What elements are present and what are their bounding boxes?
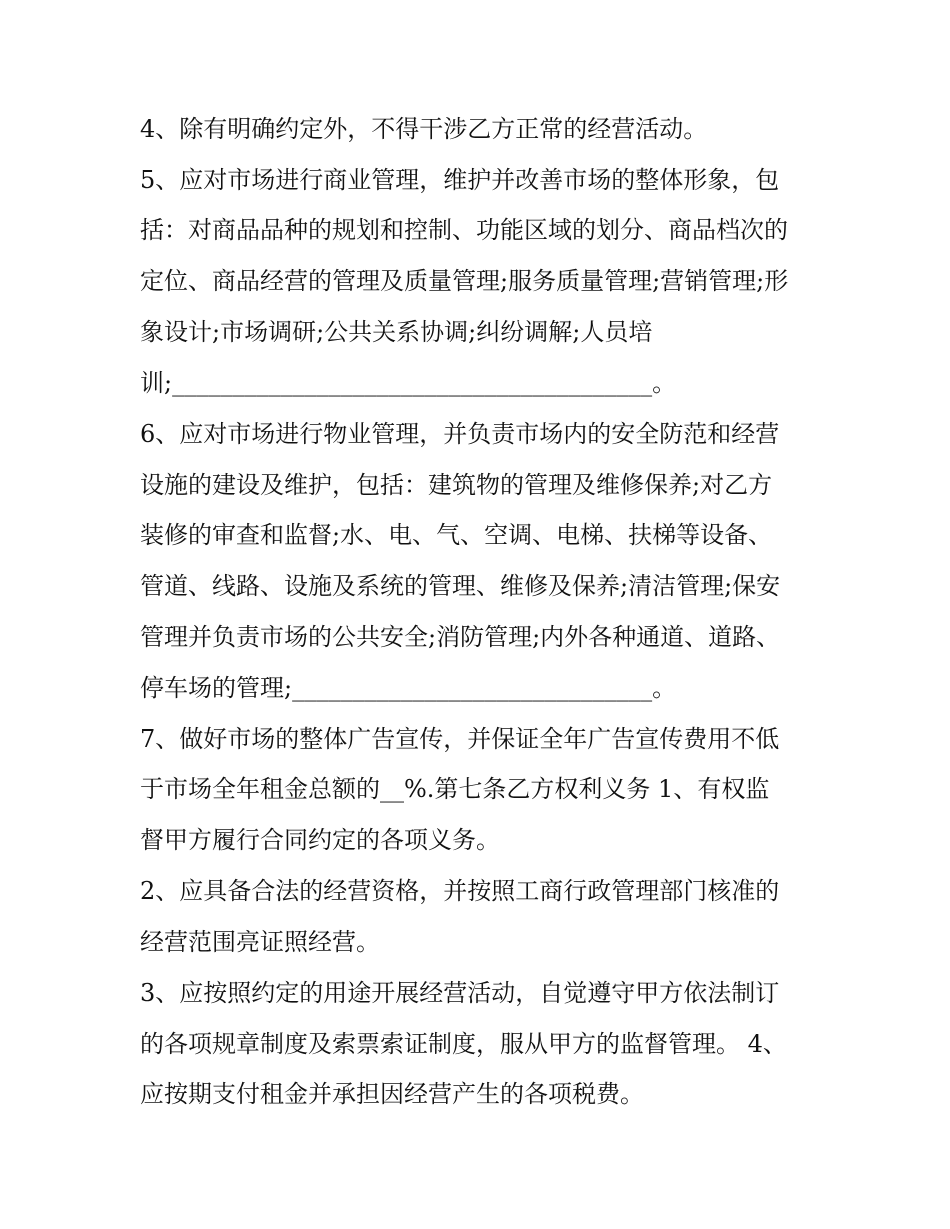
text-line: 训;________________________________________。: [140, 369, 677, 397]
text-line: 管道、线路、设施及系统的管理、维修及保养;清洁管理;保安: [140, 572, 781, 600]
text-line: 督甲方履行合同约定的各项义务。: [140, 826, 500, 854]
text-line: 的各项规章制度及索票索证制度，服从甲方的监督管理。 4、: [140, 1030, 787, 1058]
text-line: 6、应对市场进行物业管理，并负责市场内的安全防范和经营: [140, 420, 780, 448]
text-line: 经营范围亮证照经营。: [140, 928, 380, 956]
text-line: 5、应对市场进行商业管理，维护并改善市场的整体形象，包: [140, 166, 780, 194]
text-line: 象设计;市场调研;公共关系协调;纠纷调解;人员培: [140, 318, 653, 346]
text-line: 括：对商品品种的规划和控制、功能区域的划分、商品档次的: [140, 216, 788, 244]
text-line: 2、应具备合法的经营资格，并按照工商行政管理部门核准的: [140, 877, 780, 905]
text-line: 4、除有明确约定外，不得干涉乙方正常的经营活动。: [140, 115, 708, 143]
text-line: 装修的审查和监督;水、电、气、空调、电梯、扶梯等设备、: [140, 521, 773, 549]
text-line: 7、做好市场的整体广告宣传，并保证全年广告宣传费用不低: [140, 725, 780, 753]
text-line: 于市场全年租金总额的__%.第七条乙方权利义务 1、有权监: [140, 775, 770, 803]
text-line: 定位、商品经营的管理及质量管理;服务质量管理;营销管理;形: [140, 267, 789, 295]
text-line: 应按期支付租金并承担因经营产生的各项税费。: [140, 1080, 644, 1108]
text-line: 管理并负责市场的公共安全;消防管理;内外各种通道、道路、: [140, 623, 781, 651]
text-line: 设施的建设及维护，包括：建筑物的管理及维修保养;对乙方: [140, 471, 773, 499]
text-line: 停车场的管理;______________________________。: [140, 674, 677, 702]
text-line: 3、应按照约定的用途开展经营活动，自觉遵守甲方依法制订: [140, 979, 780, 1007]
